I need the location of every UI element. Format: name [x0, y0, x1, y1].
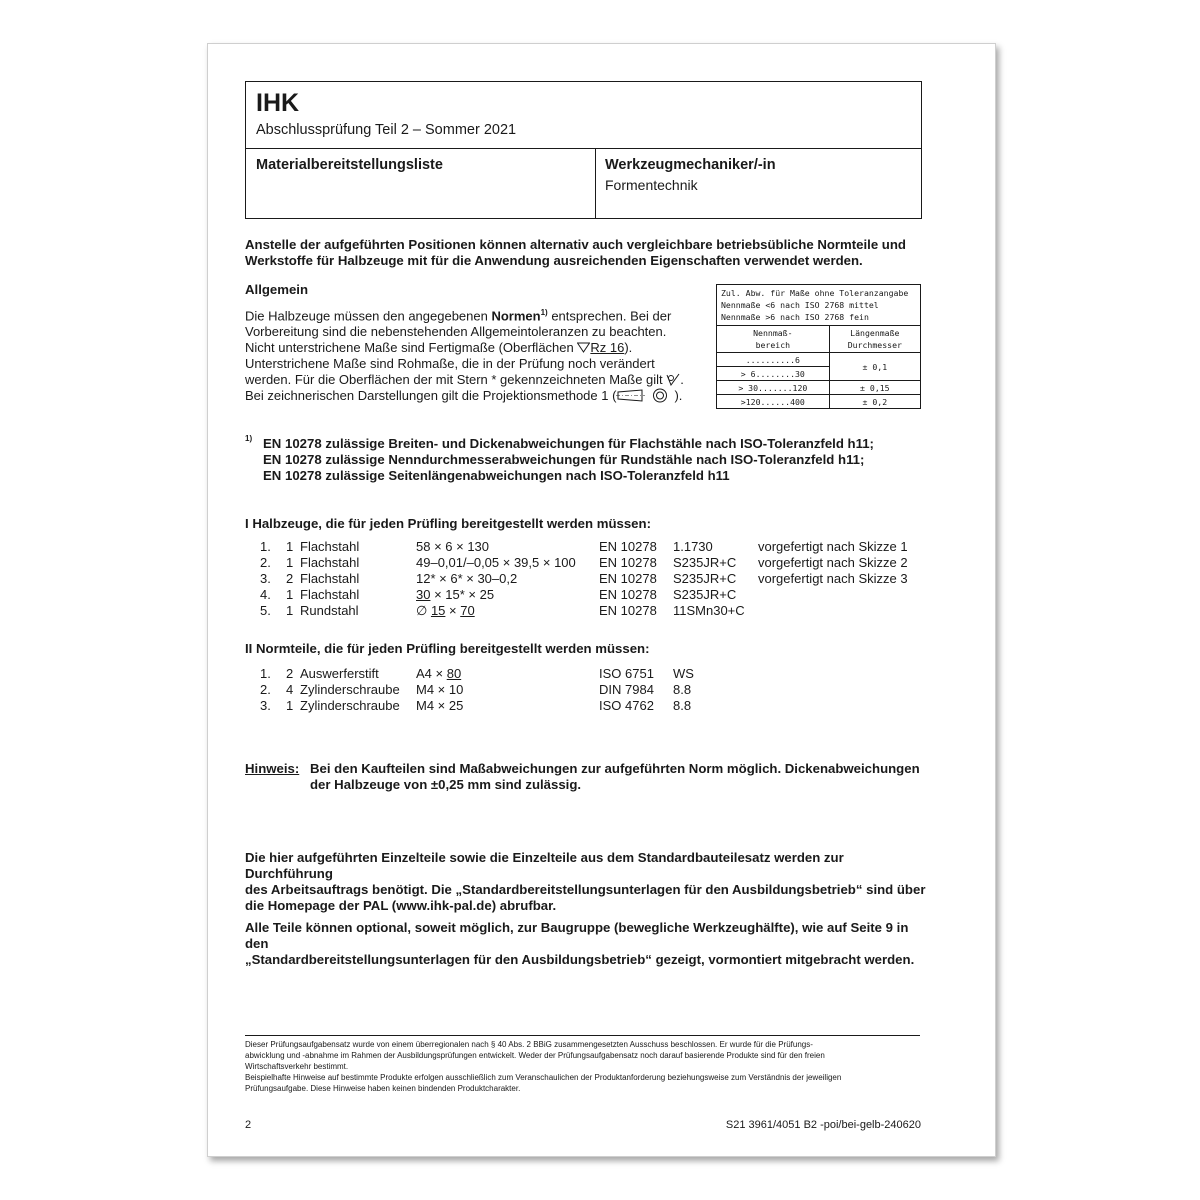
- item-norm: EN 10278: [599, 539, 657, 554]
- hinweis-line: Bei den Kaufteilen sind Maßabweichungen zur aufgeführten Norm möglich. Dickenabweichungen: [310, 761, 920, 776]
- table-cell-range: > 30.......120: [717, 381, 830, 395]
- allgemein-line: [245, 388, 715, 404]
- item-note: vorgefertigt nach Skizze 1: [758, 539, 908, 554]
- hinweis-label: Hinweis:: [245, 761, 300, 776]
- item-material: WS: [673, 666, 694, 681]
- footnote-ref: 1): [540, 308, 548, 317]
- paragraph-line: „Standardbereitstellungsunterlagen für den Ausbildungsbetrieb“ gezeigt, vormontiert mitgebracht werden.: [245, 952, 915, 967]
- table-title-line: Zul. Abw. für Maße ohne Toleranzangabe: [721, 288, 909, 298]
- dimension-separator: ×: [445, 603, 461, 618]
- item-norm: EN 10278: [599, 571, 657, 586]
- specialty-title: Formentechnik: [605, 177, 698, 193]
- paragraph-line: Alle Teile können optional, soweit möglich, zur Baugruppe (bewegliche Werkzeughälfte), wie auf Seite 9 in den: [245, 920, 909, 951]
- page-number: 2: [245, 1119, 252, 1131]
- paragraph-line: Die hier aufgeführten Einzelteile sowie die Einzelteile aus dem Standardbauteilesatz werden zur Durchführung: [245, 850, 844, 881]
- item-dimension: [416, 603, 475, 619]
- paragraph-line: des Arbeitsauftrags benötigt. Die „Standardbereitstellungsunterlagen für den Ausbildungsbetrieb“ sind über: [245, 882, 926, 897]
- item-dimension: 58 × 6 × 130: [416, 539, 490, 554]
- intro-text: [245, 237, 925, 269]
- table-title-line: Nennmaße >6 nach ISO 2768 fein: [721, 312, 869, 322]
- item-material: 1.1730: [673, 539, 713, 554]
- footnote-line: EN 10278 zulässige Nenndurchmesserabweichungen für Rundstähle nach ISO-Toleranzfeld h11;: [263, 452, 865, 467]
- table-title-line: Nennmaße <6 nach ISO 2768 mittel: [721, 300, 879, 310]
- allgemein-line: [245, 372, 715, 388]
- item-name: Auswerferstift: [300, 666, 379, 681]
- table-cell-range: >120......400: [717, 395, 830, 409]
- table-cell-range: ..........6: [717, 353, 830, 367]
- item-qty: 1: [286, 603, 294, 618]
- item-dimension: [416, 666, 461, 682]
- tolerance-table: [716, 284, 921, 409]
- footnote-marker: 1): [245, 434, 253, 443]
- footer-divider: [245, 1035, 920, 1036]
- dimension-raw: 30: [416, 587, 431, 602]
- item-dimension: 12* × 6* × 30–0,2: [416, 571, 518, 586]
- dimension-raw: 70: [460, 603, 475, 618]
- intro-line: Anstelle der aufgeführten Positionen können alternativ auch vergleichbare betriebsübliche Normteile und: [245, 237, 906, 252]
- footnote-line: EN 10278 zulässige Seitenlängenabweichungen nach ISO-Toleranzfeld h11: [263, 468, 730, 483]
- item-material: 8.8: [673, 698, 692, 713]
- item-qty: 1: [286, 587, 294, 602]
- item-norm: EN 10278: [599, 555, 657, 570]
- projection-method-icon: [616, 388, 674, 403]
- item-qty: 1: [286, 555, 294, 570]
- item-name: Rundstahl: [300, 603, 359, 618]
- org-title: IHK: [256, 89, 300, 117]
- diameter-symbol: ∅: [416, 603, 431, 618]
- item-number: 1.: [260, 539, 271, 554]
- item-material: S235JR+C: [673, 587, 737, 602]
- document-code: S21 3961/4051 B2 -poi/bei-gelb-240620: [725, 1119, 921, 1131]
- surface-finish-icon: [577, 342, 590, 353]
- item-name: Zylinderschraube: [300, 682, 400, 697]
- item-note: vorgefertigt nach Skizze 3: [758, 571, 908, 586]
- text-part: ).: [624, 340, 633, 356]
- item-norm: DIN 7984: [599, 682, 654, 697]
- allgemein-line: [245, 340, 715, 356]
- allgemein-line: [245, 305, 715, 324]
- dimension-part: A4 ×: [416, 666, 447, 681]
- item-name: Flachstahl: [300, 587, 360, 602]
- item-note: vorgefertigt nach Skizze 2: [758, 555, 908, 570]
- footer-legal-text: [245, 1039, 925, 1094]
- text-part: Rz 16: [590, 340, 625, 356]
- item-norm: EN 10278: [599, 603, 657, 618]
- item-number: 1.: [260, 666, 271, 681]
- footer-line: Wirtschaftsverkehr bestimmt.: [245, 1062, 349, 1071]
- item-name: Flachstahl: [300, 539, 360, 554]
- tolerance-table-title: [717, 285, 921, 326]
- item-qty: 2: [286, 666, 294, 681]
- item-dimension: M4 × 25: [416, 698, 464, 713]
- info-paragraph: [245, 920, 935, 968]
- dimension-raw: 15: [430, 603, 446, 618]
- section1-heading: I Halbzeuge, die für jeden Prüfling bereitgestellt werden müssen:: [245, 516, 651, 531]
- section2-heading: II Normteile, die für jeden Prüfling bereitgestellt werden müssen:: [245, 641, 650, 656]
- text-part-bold: Normen: [491, 308, 541, 324]
- footer-line: Prüfungsaufgabe. Diese Hinweise haben keinen bindenden Produktcharakter.: [245, 1084, 521, 1093]
- allgemein-line: Unterstrichene Maße sind Rohmaße, die in der Prüfung noch verändert: [245, 356, 655, 372]
- dimension-rest: × 15* × 25: [430, 587, 495, 602]
- item-name: Flachstahl: [300, 571, 360, 586]
- item-name: Zylinderschraube: [300, 698, 400, 713]
- item-qty: 2: [286, 571, 294, 586]
- header-left-cell: [246, 149, 596, 218]
- dimension-raw: 80: [446, 666, 462, 681]
- footnote-text: [263, 436, 923, 484]
- table-cell-tolerance: ± 0,2: [829, 395, 920, 409]
- exam-title: Abschlussprüfung Teil 2 – Sommer 2021: [256, 122, 517, 138]
- item-qty: 1: [286, 539, 294, 554]
- hinweis-text: [310, 761, 925, 793]
- text-part: werden. Für die Oberflächen der mit Stern * gekennzeichneten Maße gilt: [245, 372, 667, 388]
- column-header: [717, 326, 830, 353]
- item-number: 2.: [260, 682, 271, 697]
- item-norm: ISO 6751: [599, 666, 654, 681]
- item-norm: EN 10278: [599, 587, 657, 602]
- item-number: 2.: [260, 555, 271, 570]
- document-page: [207, 43, 996, 1157]
- footer-line: abwicklung und -abnahme im Rahmen der Ausbildungsprüfungen entwickelt. Weder der Prüfungsaufgabensatz noch darauf basierende Produkte sind für den freien: [245, 1051, 825, 1060]
- intro-line: Werkstoffe für Halbzeuge mit für die Anwendung ausreichenden Eigenschaften verwendet werden.: [245, 253, 863, 268]
- profession-title: Werkzeugmechaniker/-in: [605, 157, 776, 173]
- allgemein-text: [245, 305, 715, 404]
- text-part: Nicht unterstrichene Maße sind Fertigmaße (Oberflächen: [245, 340, 578, 356]
- table-cell-tolerance: ± 0,15: [829, 381, 920, 395]
- allgemein-line: Vorbereitung sind die nebenstehenden Allgemeintoleranzen zu beachten.: [245, 324, 667, 340]
- item-number: 3.: [260, 698, 271, 713]
- info-paragraph: [245, 850, 935, 914]
- header-top: [246, 82, 921, 149]
- item-material: 11SMn30+C: [673, 603, 745, 618]
- list-title: Materialbereitstellungsliste: [256, 157, 443, 173]
- paragraph-line: die Homepage der PAL (www.ihk-pal.de) abrufbar.: [245, 898, 557, 913]
- text-part: entsprechen. Bei der: [547, 308, 672, 324]
- footer-line: Beispielhafte Hinweise auf bestimmte Produkte erfolgen ausschließlich zum Veranschaulichen der Produktanforderung beziehungsweise zum Verständnis der jeweiligen: [245, 1073, 842, 1082]
- item-number: 4.: [260, 587, 271, 602]
- footer-line: Dieser Prüfungsaufgabensatz wurde von einem überregionalen nach § 40 Abs. 2 BBiG zusammengesetzten Ausschuss beschlossen. Er wurde für die Prüfungs-: [245, 1040, 813, 1049]
- item-qty: 4: [286, 682, 294, 697]
- header-box: [245, 81, 922, 219]
- item-qty: 1: [286, 698, 294, 713]
- column-header: [829, 326, 920, 353]
- item-norm: ISO 4762: [599, 698, 654, 713]
- hinweis-line: der Halbzeuge von ±0,25 mm sind zulässig.: [310, 777, 582, 792]
- item-material: S235JR+C: [673, 555, 737, 570]
- item-number: 3.: [260, 571, 271, 586]
- item-number: 5.: [260, 603, 271, 618]
- item-material: 8.8: [673, 682, 692, 697]
- text-part: ).: [674, 388, 683, 404]
- text-part: Bei zeichnerischen Darstellungen gilt die Projektionsmethode 1 (: [245, 388, 617, 404]
- item-dimension: M4 × 10: [416, 682, 464, 697]
- footnote-line: EN 10278 zulässige Breiten- und Dickenabweichungen für Flachstähle nach ISO-Toleranzfeld h11;: [263, 436, 874, 451]
- column-header-line: Nennmaß-: [753, 328, 793, 338]
- column-header-line: Längenmaße: [850, 328, 900, 338]
- table-cell-tolerance: ± 0,1: [829, 353, 920, 381]
- column-header-line: Durchmesser: [847, 340, 902, 350]
- text-part: .: [680, 372, 684, 388]
- surface-check-icon: [666, 373, 680, 386]
- item-material: S235JR+C: [673, 571, 737, 586]
- column-header-line: bereich: [755, 340, 791, 350]
- item-name: Flachstahl: [300, 555, 360, 570]
- allgemein-heading: Allgemein: [245, 282, 309, 297]
- item-dimension: [416, 587, 494, 603]
- text-part: Die Halbzeuge müssen den angegebenen: [245, 308, 492, 324]
- table-cell-range: > 6........30: [717, 367, 830, 381]
- item-dimension: 49–0,01/–0,05 × 39,5 × 100: [416, 555, 576, 570]
